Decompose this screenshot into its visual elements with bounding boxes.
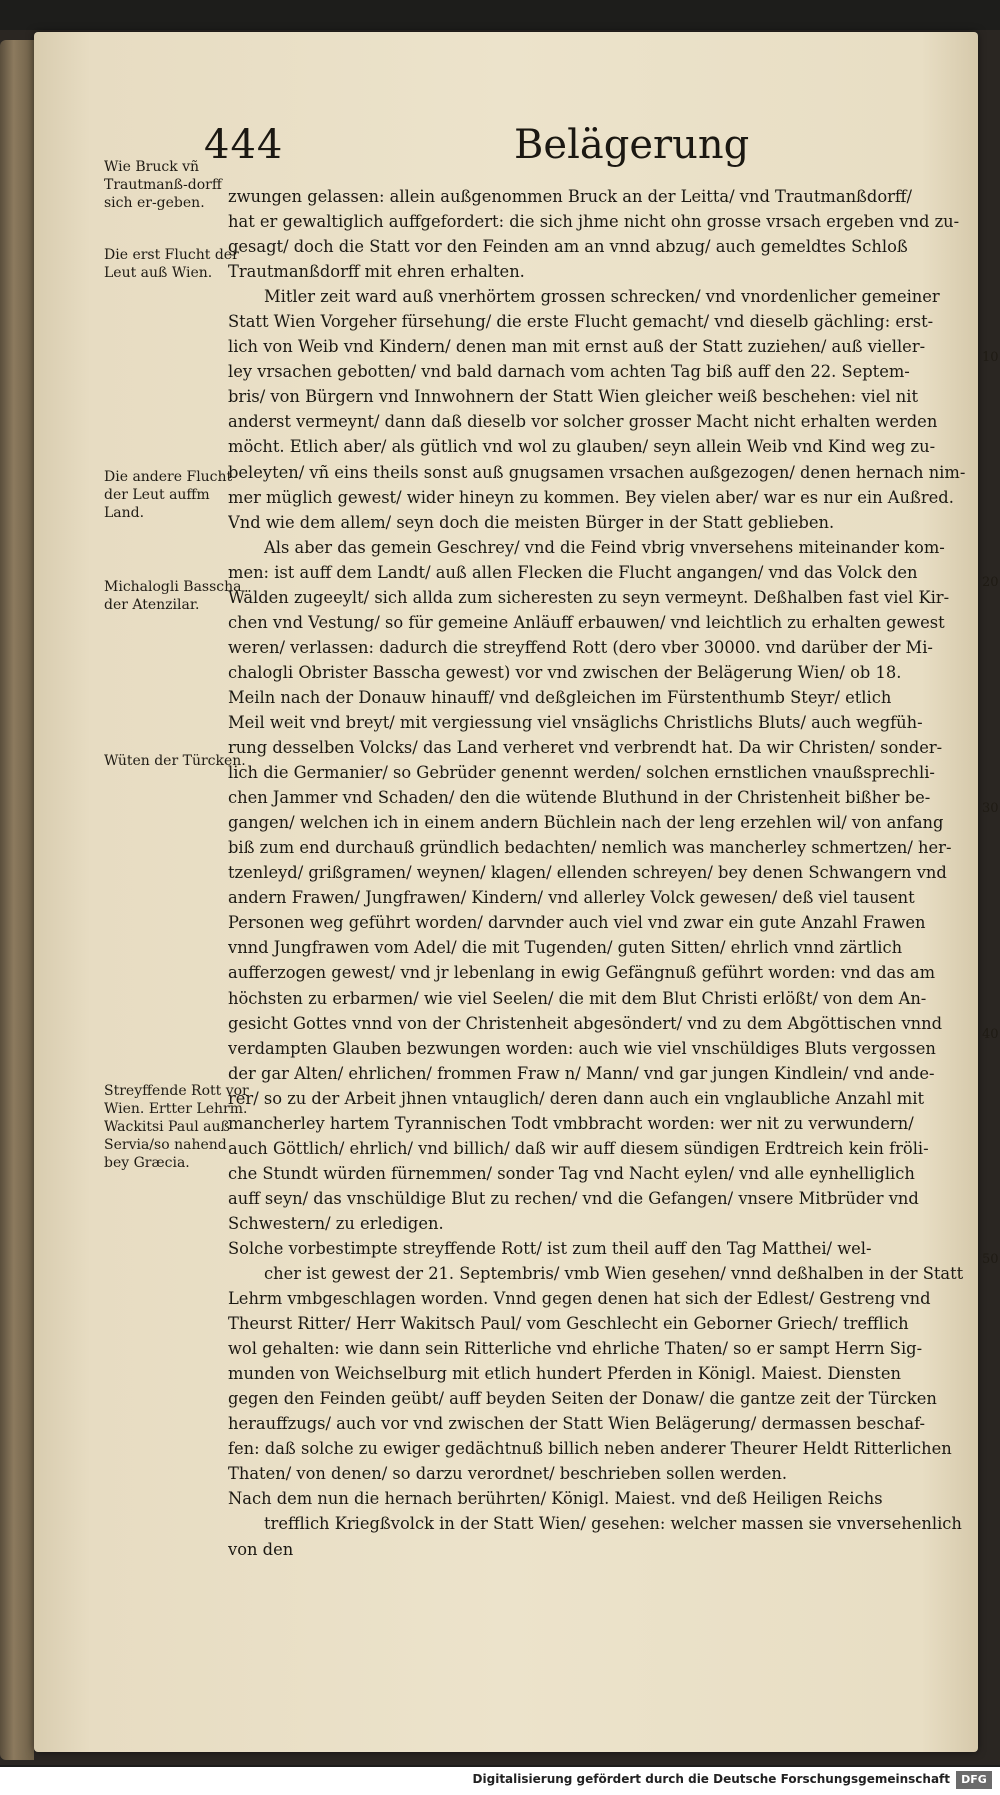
text-line: rer/ so zu der Arbeit jhnen vntauglich/ deren dann auch ein vnglaubliche Anzahl mit [228,1088,925,1108]
text-line: fen: daß solche zu ewiger gedächtnuß billich neben anderer Theurer Heldt Ritterlichen [228,1439,952,1459]
text-line: ley vrsachen gebotten/ vnd bald darnach vom achten Tag biß auff den 22. Septem- [228,362,910,382]
text-line: biß zum end durchauß gründlich bedachten/ nemlich was mancherley schmertzen/ her- [228,838,952,858]
text-line: Lehrm vmbgeschlagen worden. Vnnd gegen denen hat sich der Edlest/ Gestreng vnd [228,1289,931,1309]
text-line: verdampten Glauben bezwungen worden: auch wie viel vnschüldiges Bluts vergossen [228,1038,936,1058]
text-line: Vnd wie dem allem/ seyn doch die meisten Bürger in der Statt geblieben. [228,512,835,532]
text-line: mer müglich gewest/ wider hineyn zu kommen. Bey vielen aber/ war es nur ein Außred. [228,487,954,507]
margin-note: Streyffende Rott vor Wien. Ertter Lehrm. Wackitsi Paul auß Servia/so nahend bey Græcia. [104,1083,249,1171]
text-line: Meil weit vnd breyt/ mit vergiessung viel vnsäglichs Christlichs Bluts/ auch wegfüh- [228,712,923,732]
text-line: höchsten zu erbarmen/ wie viel Seelen/ die mit dem Blut Christi erlößt/ von dem An- [228,988,927,1008]
footer-bar [0,1767,1000,1795]
text-line: möcht. Etlich aber/ als gütlich vnd wol zu glauben/ seyn allein Weib vnd Kind weg zu- [228,437,936,457]
text-line: von den [228,1539,294,1559]
text-line: lich die Germanier/ so Gebrüder genennt werden/ solchen ernstlichen vnaußsprechli- [228,763,935,783]
dfg-logo: DFG [956,1771,992,1789]
text-line: Als aber das gemein Geschrey/ vnd die Feind vbrig vnversehens miteinander kom- [264,537,945,557]
text-line: auff seyn/ das vnschüldige Blut zu rechen/ vnd die Gefangen/ vnsere Mitbrüder vnd [228,1188,919,1208]
text-line: chen vnd Vestung/ so für gemeine Anläuff erbauwen/ vnd leichtlich zu erhalten gewest [228,612,945,632]
text-line: auch Göttlich/ ehrlich/ vnd billich/ daß wir auff diesem sündigen Erdtreich kein fröli- [228,1138,929,1158]
body-text [228,184,976,1562]
text-line: Mitler zeit ward auß vnerhörtem grossen schrecken/ vnd vnordenlicher gemeiner [264,287,940,307]
text-line: Wälden zugeeylt/ sich allda zum sicheresten zu seyn vermeynt. Deßhalben fast viel Kir- [228,587,950,607]
text-line: munden von Weichselburg mit etlich hundert Pferden in Königl. Maiest. Diensten [228,1364,901,1384]
text-line: Theurst Ritter/ Herr Wakitsch Paul/ vom Geschlecht ein Geborner Griech/ trefflich [228,1314,909,1334]
text-line: men: ist auff dem Landt/ auß allen Flecken die Flucht angangen/ vnd das Volck den [228,562,918,582]
page-edge-stack [0,40,34,1760]
text-line: wol gehalten: wie dann sein Ritterliche vnd ehrliche Thaten/ so er sampt Herrn Sig- [228,1339,923,1359]
margin-note: Wüten der Türcken. [104,753,246,769]
footer-credit: Digitalisierung gefördert durch die Deutsche Forschungsgemeinschaft [472,1772,950,1786]
text-line: trefflich Kriegßvolck in der Statt Wien/ gesehen: welcher massen sie vnversehenlich [264,1514,962,1534]
text-line: Personen weg geführt worden/ darvnder auch viel vnd zwar ein gute Anzahl Frawen [228,913,926,933]
text-line: rung desselben Volcks/ das Land verheret vnd verbrendt hat. Da wir Christen/ sonder- [228,738,943,758]
text-line: Meiln nach der Donauw hinauff/ vnd deßgleichen im Fürstenthumb Steyr/ etlich [228,687,892,707]
text-line: mancherley hartem Tyrannischen Todt vmbbracht worden: wer nit zu verwundern/ [228,1113,914,1133]
text-line: cher ist gewest der 21. Septembris/ vmb Wien gesehen/ vnnd deßhalben in der Statt [264,1264,964,1284]
text-line: Trautmanßdorff mit ehren erhalten. [228,262,525,282]
text-line: tzenleyd/ grißgramen/ weynen/ klagen/ ellenden schreyen/ bey denen Schwangern vnd [228,863,947,883]
line-number: 10 [982,350,999,365]
text-line: herauffzugs/ auch vor vnd zwischen der Statt Wien Belägerung/ dermassen beschaf- [228,1414,926,1434]
text-line: gesagt/ doch die Statt vor den Feinden am an vnnd abzug/ auch gemeldtes Schloß [228,237,908,257]
text-line: Solche vorbestimpte streyffende Rott/ ist zum theil auff den Tag Matthei/ wel- [228,1238,872,1258]
text-line: andern Frawen/ Jungfrawen/ Kindern/ vnd allerley Volck gewesen/ deß viel tausent [228,888,915,908]
text-line: vnnd Jungfrawen vom Adel/ die mit Tugenden/ guten Sitten/ ehrlich vnnd zärtlich [228,938,903,958]
text-line: chen Jammer vnd Schaden/ den die wütende Bluthund in der Christenheit bißher be- [228,788,931,808]
text-line: aufferzogen gewest/ vnd jr lebenlang in ewig Gefängnuß geführt worden: vnd das am [228,963,936,983]
text-line: weren/ verlassen: dadurch die streyffend Rott (dero vber 30000. vnd darüber der Mi- [228,637,933,657]
text-line: Nach dem nun die hernach berührten/ Königl. Maiest. vnd deß Heiligen Reichs [228,1489,883,1509]
text-line: chalogli Obrister Basscha gewest) vor vnd zwischen der Belägerung Wien/ ob 18. [228,662,902,682]
text-line: hat er gewaltiglich auffgefordert: die sich jhme nicht ohn grosse vrsach ergeben vnd zu- [228,212,960,232]
text-line: gangen/ welchen ich in einem andern Büchlein nach der leng erzehlen wil/ von anfang [228,813,944,833]
line-number: 40 [982,1027,999,1042]
margin-note: Michalogli Basscha der Atenzilar. [104,579,242,613]
margin-note: Wie Bruck vñ Trautmanß-dorff sich er-geben. [104,159,222,211]
running-head: Belägerung [514,122,750,168]
margin-note: Die erst Flucht der Leut auß Wien. [104,247,239,281]
book-page [34,32,999,1752]
text-line: der gar Alten/ ehrlichen/ frommen Fraw n/ Mann/ vnd gar jungen Kindlein/ vnd ande- [228,1063,935,1083]
text-line: lich von Weib vnd Kindern/ denen man mit ernst auß der Statt zuziehen/ auß vieller- [228,337,926,357]
text-line: gesicht Gottes vnnd von der Christenheit abgesöndert/ vnd zu dem Abgöttischen vnnd [228,1013,943,1033]
text-line: beleyten/ vñ eins theils sonst auß gnugsamen vrsachen außgezogen/ denen hernach nim- [228,462,966,482]
text-line: bris/ von Bürgern vnd Innwohnern der Statt Wien gleicher weiß beschehen: viel nit [228,387,919,407]
margin-note: Die andere Flucht der Leut auffm Land. [104,469,233,521]
text-line: gegen den Feinden geübt/ auff beyden Seiten der Donaw/ die gantze zeit der Türcken [228,1389,937,1409]
text-line: Thaten/ von denen/ so darzu verordnet/ beschrieben sollen werden. [228,1464,788,1484]
text-line: anderst vermeynt/ dann daß dieselb vor solcher grosser Macht nicht erhalten werden [228,412,938,432]
text-line: zwungen gelassen: allein außgenommen Bruck an der Leitta/ vnd Trautmanßdorff/ [228,187,912,206]
text-line: Schwestern/ zu erledigen. [228,1213,444,1233]
page-number: 444 [204,122,284,168]
line-number: 30 [982,801,999,816]
text-line: che Stundt würden fürnemmen/ sonder Tag vnd Nacht eylen/ vnd alle eynhelliglich [228,1163,915,1183]
line-number: 20 [982,575,999,590]
text-line: Statt Wien Vorgeher fürsehung/ die erste Flucht gemacht/ vnd dieselb gächling: erst- [228,312,934,332]
line-number: 50 [982,1252,999,1267]
